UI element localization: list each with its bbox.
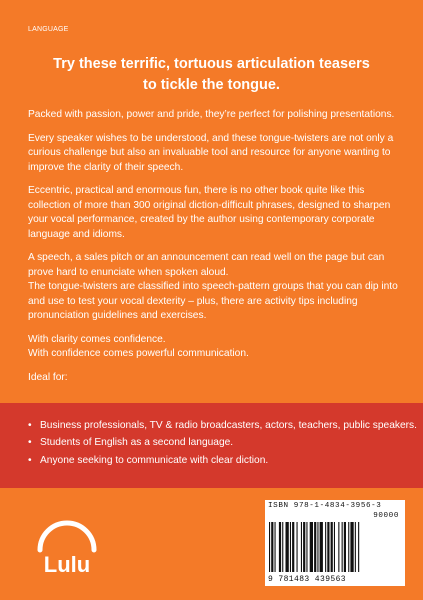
barcode-stripe: [271, 522, 273, 572]
headline: [20, 54, 403, 96]
barcode-stripe: [282, 522, 283, 572]
barcode-stripe: [275, 522, 276, 572]
price-code: 90000: [373, 512, 399, 520]
barcode-bars: [269, 522, 401, 572]
barcode-stripe: [331, 522, 333, 572]
blurb-paragraph: With confidence comes powerful communication.: [28, 348, 249, 359]
bullet-icon: •: [28, 454, 32, 466]
barcode-stripe: [314, 522, 316, 572]
bullet-icon: •: [28, 420, 32, 431]
ideal-for-band: [0, 403, 423, 488]
barcode-stripe: [292, 522, 294, 572]
barcode-stripe: [306, 522, 307, 572]
barcode-stripe: [310, 522, 313, 572]
headline-line-1: Try these terrific, tortuous articulation teasers: [53, 56, 370, 72]
blurb-paragraph: The tongue-twisters are classified into speech-pattern groups that you can dip into and use to test your vocal dexterity – plus, there are activity tips including pronunciation guidelines and exercises.: [28, 281, 398, 321]
barcode-stripe: [355, 522, 356, 572]
list-item: [28, 436, 423, 450]
svg-text:Lulu: Lulu: [43, 552, 91, 577]
list-item: [28, 454, 423, 468]
barcode-stripe: [317, 522, 318, 572]
isbn-text: ISBN 978-1-4834-3956-3: [268, 502, 382, 510]
barcode-stripe: [344, 522, 346, 572]
barcode-stripe: [301, 522, 302, 572]
list-item: [28, 419, 423, 433]
blurb-paragraph: With clarity comes confidence.: [28, 333, 166, 345]
category-label: LANGUAGE: [28, 26, 69, 33]
ideal-for-list: [0, 403, 423, 468]
blurb-paragraph: Packed with passion, power and pride, they’re perfect for polishing presentations.: [28, 109, 395, 120]
lulu-logo-icon: [30, 520, 104, 582]
barcode-stripe: [338, 522, 339, 572]
headline-line-2: to tickle the tongue.: [143, 77, 280, 93]
lulu-logo: [30, 520, 104, 582]
barcode-stripe: [334, 522, 335, 572]
barcode-stripe: [358, 522, 359, 572]
blurb: [28, 108, 400, 394]
barcode-stripe: [350, 522, 353, 572]
list-item-text: Anyone seeking to communicate with clear diction.: [40, 454, 269, 466]
blurb-paragraph: Every speaker wishes to be understood, and these tongue-twisters are not only a curious challenge but also an invaluable tool and resource for anyone wanting to improve the clarity of their speech.: [28, 132, 394, 173]
barcode-stripe: [327, 522, 329, 572]
ideal-for-heading: Ideal for:: [28, 371, 68, 383]
barcode-stripe: [348, 522, 349, 572]
barcode-stripe: [342, 522, 343, 572]
blurb-paragraph: A speech, a sales pitch or an announcement can read well on the page but can prove hard to enunciate when spoken aloud.: [28, 252, 385, 278]
bullet-icon: •: [28, 437, 32, 449]
barcode-digits: 9 781483 439563: [268, 575, 347, 584]
barcode-stripe: [320, 522, 323, 572]
barcode-stripe: [297, 522, 298, 572]
blurb-paragraph: Eccentric, practical and enormous fun, there is no other book quite like this collection of more than 300 original diction-difficult phrases, designed to sharpen your vocal performance, created by the author using contemporary corporate language and idioms.: [28, 185, 391, 240]
barcode-stripe: [303, 522, 305, 572]
list-item-text: Students of English as a second language.: [40, 437, 234, 449]
barcode-stripe: [325, 522, 326, 572]
barcode-stripe: [279, 522, 281, 572]
list-item-text: Business professionals, TV & radio broadcasters, actors, teachers, public speakers.: [40, 420, 417, 431]
barcode-stripe: [286, 522, 289, 572]
barcode-stripe: [269, 522, 270, 572]
isbn-barcode: [265, 500, 405, 586]
barcode-stripe: [290, 522, 291, 572]
